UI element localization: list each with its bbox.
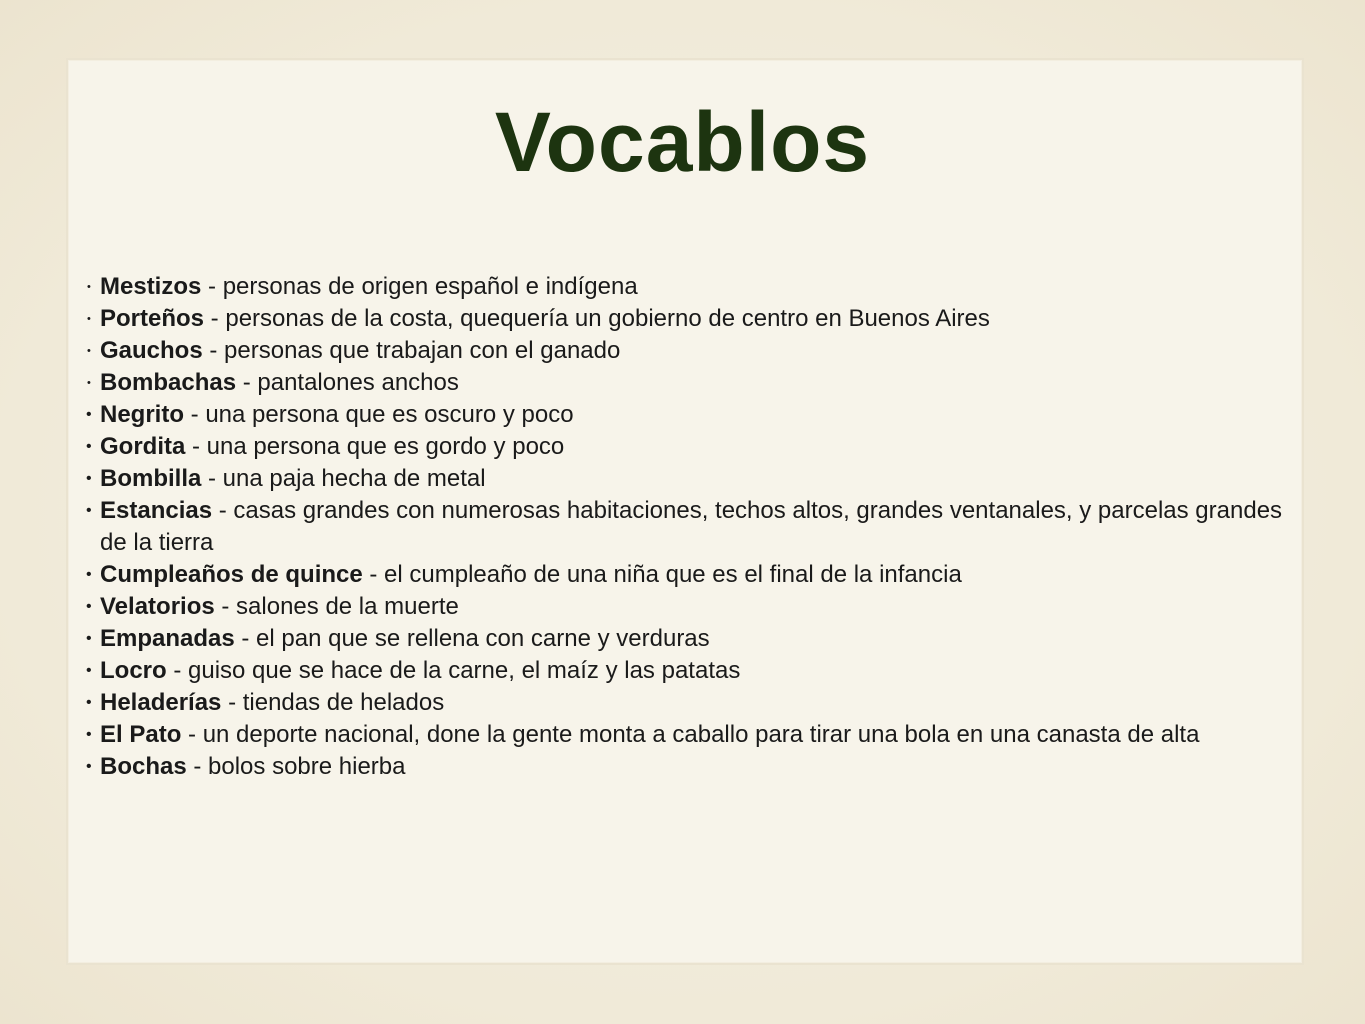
bullet-icon: • bbox=[86, 470, 92, 487]
vocab-term: Gauchos bbox=[100, 337, 203, 364]
bullet-icon: • bbox=[86, 758, 92, 775]
vocab-definition: - una persona que es oscuro y poco bbox=[184, 401, 574, 428]
vocab-term: Estancias bbox=[100, 497, 213, 524]
vocab-definition: - salones de la muerte bbox=[214, 593, 459, 620]
bullet-icon: • bbox=[86, 502, 92, 519]
bullet-icon: • bbox=[86, 406, 92, 423]
vocab-definition: - casas grandes con numerosas habitaciones, techos altos, grandes ventanales, y parcelas grandes de la tierra bbox=[100, 497, 1283, 556]
vocab-definition: - personas de origen español e indígena bbox=[201, 273, 638, 300]
vocab-item bbox=[86, 335, 1286, 367]
vocab-item bbox=[86, 751, 1286, 783]
vocab-item bbox=[86, 399, 1286, 431]
vocab-definition: - bolos sobre hierba bbox=[186, 753, 406, 780]
vocab-definition: - pantalones anchos bbox=[236, 369, 459, 396]
bullet-icon: • bbox=[87, 377, 91, 389]
vocab-definition: - el pan que se rellena con carne y verduras bbox=[234, 625, 710, 652]
vocab-item bbox=[86, 687, 1286, 719]
bullet-icon: • bbox=[86, 726, 92, 743]
vocab-definition: - personas que trabajan con el ganado bbox=[202, 337, 621, 364]
vocab-term: Bombachas bbox=[100, 369, 237, 396]
vocab-item bbox=[86, 623, 1286, 655]
vocab-term: Porteños bbox=[100, 305, 205, 332]
slide-title: Vocablos bbox=[494, 95, 871, 190]
vocab-term: Mestizos bbox=[100, 273, 202, 300]
vocab-item bbox=[86, 719, 1286, 751]
vocab-term: Cumpleaños de quince bbox=[100, 561, 363, 588]
bullet-icon: • bbox=[86, 662, 92, 679]
bullet-icon: • bbox=[86, 438, 92, 455]
vocab-term: El Pato bbox=[100, 721, 182, 748]
vocab-definition: - el cumpleaño de una niña que es el final de la infancia bbox=[362, 561, 962, 588]
vocab-definition: - un deporte nacional, done la gente monta a caballo para tirar una bola en una canasta de alta bbox=[181, 721, 1200, 748]
vocab-term: Locro bbox=[100, 657, 167, 684]
vocab-item bbox=[86, 367, 1286, 399]
vocab-term: Bombilla bbox=[100, 465, 202, 492]
vocabulary-list bbox=[86, 271, 1286, 783]
bullet-icon: • bbox=[86, 694, 92, 711]
vocab-term: Bochas bbox=[100, 753, 187, 780]
vocab-term: Empanadas bbox=[100, 625, 235, 652]
bullet-icon: • bbox=[86, 598, 92, 615]
vocab-definition: - una persona que es gordo y poco bbox=[185, 433, 565, 460]
vocab-item bbox=[86, 271, 1286, 303]
vocab-item bbox=[86, 431, 1286, 463]
vocab-term: Negrito bbox=[100, 401, 184, 428]
vocab-definition: - guiso que se hace de la carne, el maíz y las patatas bbox=[166, 657, 741, 684]
vocab-term: Gordita bbox=[100, 433, 186, 460]
vocab-item bbox=[86, 495, 1286, 559]
vocab-definition: - una paja hecha de metal bbox=[201, 465, 486, 492]
vocab-definition: - tiendas de helados bbox=[221, 689, 445, 716]
vocab-item bbox=[86, 559, 1286, 591]
vocab-term: Heladerías bbox=[100, 689, 222, 716]
bullet-icon: • bbox=[87, 345, 91, 357]
bullet-icon: • bbox=[86, 566, 92, 583]
vocab-item bbox=[86, 463, 1286, 495]
bullet-icon: • bbox=[87, 281, 91, 293]
vocab-item bbox=[86, 303, 1286, 335]
bullet-icon: • bbox=[86, 630, 92, 647]
vocab-definition: - personas de la costa, quequería un gobierno de centro en Buenos Aires bbox=[204, 305, 990, 332]
vocab-item bbox=[86, 591, 1286, 623]
bullet-icon: • bbox=[87, 313, 91, 325]
vocab-term: Velatorios bbox=[100, 593, 215, 620]
vocab-item bbox=[86, 655, 1286, 687]
